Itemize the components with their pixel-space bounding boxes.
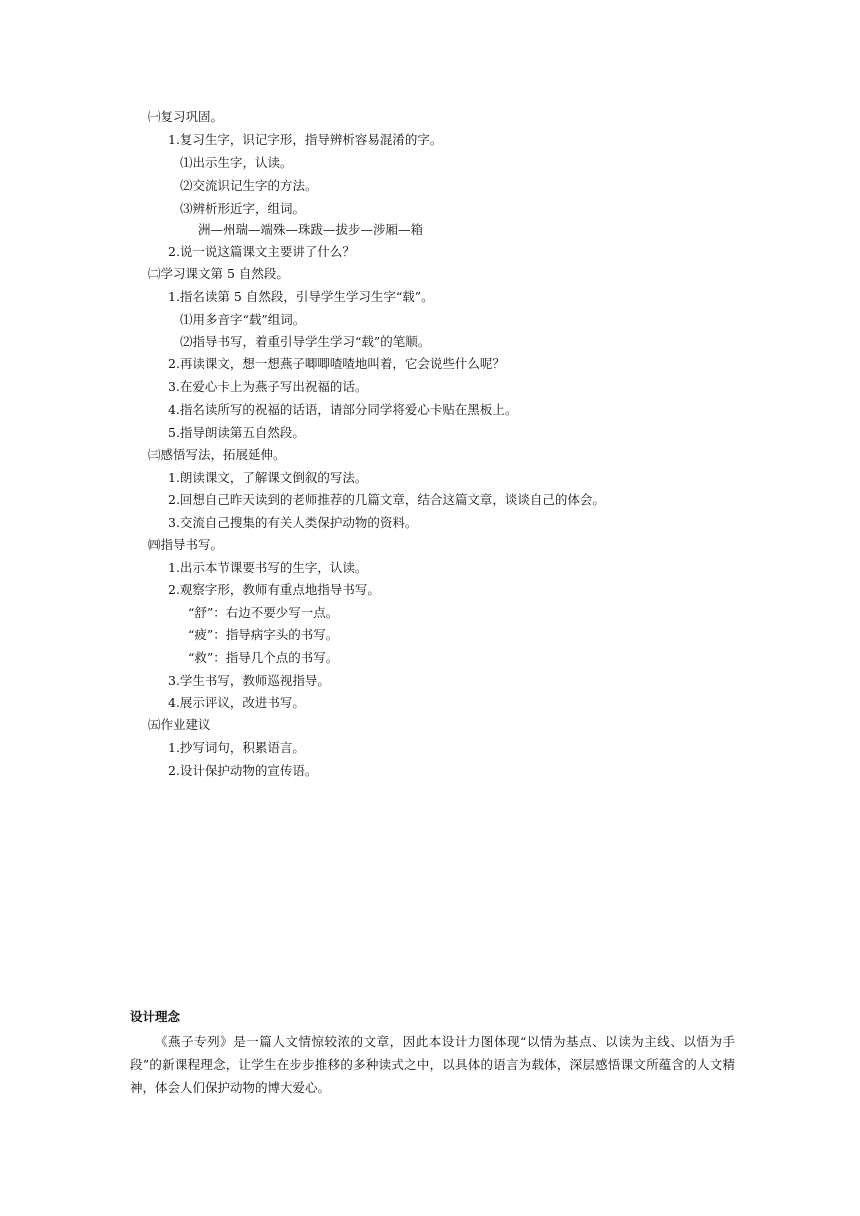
list-item: 1.朗读课文，了解课文倒叙的写法。 <box>168 470 368 485</box>
list-item: 4.指名读所写的祝福的话语，请部分同学将爱心卡贴在黑板上。 <box>168 402 518 417</box>
design-concept-paragraph: 《燕子专列》是一篇人文情惊较浓的文章，因此本设计力图体现“以情为基点、以读为主线、以悟为手段”的新课程理念，让学生在步步推移的多种读式之中，以具体的语言为载体，深层感悟课文所蕴含的人文精神，体会人们保护动物的博大爱心。 <box>130 1034 735 1095</box>
sub-list-item: ⑴出示生字，认读。 <box>180 155 293 170</box>
sub-list-item: ⑶辨析形近字，组词。 <box>180 201 306 216</box>
sub-list-item: ⑵交流识记生字的方法。 <box>180 178 318 193</box>
list-item: 1.抄写词句，积累语言。 <box>168 740 305 755</box>
list-item: 4.展示评议，改进书写。 <box>168 695 305 710</box>
list-item: 2.观察字形，教师有重点地指导书写。 <box>168 582 380 597</box>
list-item: 2.说一说这篇课文主要讲了什么？ <box>168 244 355 259</box>
sub-list-item: ⑵指导书写，着重引导学生学习“载”的笔顺。 <box>180 334 431 349</box>
section-homework-heading: ㈤作业建议 <box>148 717 211 732</box>
list-item: 2.设计保护动物的宣传语。 <box>168 763 318 778</box>
section-writing-method-heading: ㈢感悟写法，拓展延伸。 <box>148 447 286 462</box>
writing-note: “救”：指导几个点的书写。 <box>188 650 339 665</box>
list-item: 1.指名读第 5 自然段，引导学生学习生字“载”。 <box>168 289 434 304</box>
list-item: 5.指导朗读第五自然段。 <box>168 425 305 440</box>
list-item: 1.出示本节课要书写的生字，认读。 <box>168 560 368 575</box>
list-item: 3.学生书写，教师巡视指导。 <box>168 673 330 688</box>
word-pairs: 洲—州瑞—端殊—珠跋—拔步—涉厢—箱 <box>198 222 424 237</box>
list-item: 3.在爱心卡上为燕子写出祝福的话。 <box>168 379 368 394</box>
section-review-heading: ㈠复习巩固。 <box>148 109 224 124</box>
list-item: 1.复习生字，识记字形，指导辨析容易混淆的字。 <box>168 132 443 147</box>
writing-note: “舒”：右边不要少写一点。 <box>188 605 339 620</box>
list-item: 3.交流自己搜集的有关人类保护动物的资料。 <box>168 515 418 530</box>
list-item: 2.回想自己昨天读到的老师推荐的几篇文章，结合这篇文章，谈谈自己的体会。 <box>168 492 605 507</box>
section-handwriting-heading: ㈣指导书写。 <box>148 537 224 552</box>
writing-note: “疲”：指导病字头的书写。 <box>188 627 339 642</box>
sub-list-item: ⑴用多音字“载”组词。 <box>180 312 306 327</box>
list-item: 2.再读课文，想一想燕子唧唧喳喳地叫着，它会说些什么呢？ <box>168 356 505 371</box>
section-paragraph5-heading: ㈡学习课文第 5 自然段。 <box>148 266 289 281</box>
design-concept-title: 设计理念 <box>130 1009 181 1024</box>
